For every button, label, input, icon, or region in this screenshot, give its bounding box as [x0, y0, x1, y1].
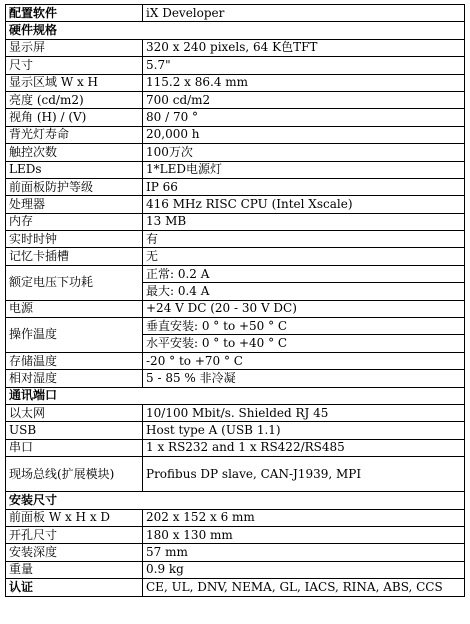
table-row: [6, 161, 465, 178]
table-row: [6, 213, 465, 230]
software-label: 配置软件: [6, 5, 143, 22]
row-label: 背光灯寿命: [6, 126, 143, 143]
row-label: 前面板防护等级: [6, 178, 143, 195]
table-row: [6, 248, 465, 265]
row-value: 202 x 152 x 6 mm: [143, 509, 465, 526]
row-value: 416 MHz RISC CPU (Intel Xscale): [143, 196, 465, 213]
table-row: [6, 39, 465, 56]
row-label: USB: [6, 422, 143, 439]
row-value: 80 / 70 °: [143, 109, 465, 126]
fieldbus-value: Profibus DP slave, CAN-J1939, MPI: [143, 457, 465, 492]
row-label: 安装深度: [6, 544, 143, 561]
row-label: 记忆卡插槽: [6, 248, 143, 265]
table-row: [6, 5, 465, 22]
install-rows: [6, 509, 465, 579]
supply-label: 电源: [6, 300, 143, 317]
row-value: Host type A (USB 1.1): [143, 422, 465, 439]
row-value: 10/100 Mbit/s. Shielded RJ 45: [143, 404, 465, 421]
row-label: 尺寸: [6, 57, 143, 74]
row-value: 0.9 kg: [143, 561, 465, 578]
op-temp-horizontal: 水平安装: 0 ° to +40 ° C: [143, 335, 465, 352]
power-normal: 正常: 0.2 A: [143, 265, 465, 282]
row-label: 重量: [6, 561, 143, 578]
row-value: 1*LED电源灯: [143, 161, 465, 178]
table-row: [6, 579, 465, 596]
section-comm: 通讯端口: [6, 387, 465, 404]
row-value: 100万次: [143, 144, 465, 161]
storage-temp-value: -20 ° to +70 ° C: [143, 352, 465, 369]
row-label: 开孔尺寸: [6, 526, 143, 543]
table-row: [6, 178, 465, 195]
table-row: [6, 74, 465, 91]
row-label: 亮度 (cd/m2): [6, 91, 143, 108]
row-label: 触控次数: [6, 144, 143, 161]
row-label: 视角 (H) / (V): [6, 109, 143, 126]
table-row: [6, 57, 465, 74]
section-install: 安装尺寸: [6, 492, 465, 509]
hardware-rows: [6, 39, 465, 265]
section-row: [6, 387, 465, 404]
row-value: 5.7": [143, 57, 465, 74]
row-value: 180 x 130 mm: [143, 526, 465, 543]
table-row: [6, 561, 465, 578]
section-row: [6, 492, 465, 509]
table-row: [6, 318, 465, 335]
cert-label: 认证: [6, 579, 143, 596]
power-max: 最大: 0.4 A: [143, 283, 465, 300]
row-label: 显示屏: [6, 39, 143, 56]
row-value: 320 x 240 pixels, 64 K色TFT: [143, 39, 465, 56]
table-row: [6, 109, 465, 126]
table-row: [6, 509, 465, 526]
row-label: 处理器: [6, 196, 143, 213]
row-label: 以太网: [6, 404, 143, 421]
table-row: [6, 231, 465, 248]
section-hardware: 硬件规格: [6, 22, 465, 39]
row-value: 700 cd/m2: [143, 91, 465, 108]
cert-value: CE, UL, DNV, NEMA, GL, IACS, RINA, ABS, CCS: [143, 579, 465, 596]
row-value: 57 mm: [143, 544, 465, 561]
humidity-label: 相对湿度: [6, 370, 143, 387]
table-row: [6, 300, 465, 317]
op-temp-label: 操作温度: [6, 318, 143, 353]
spec-table: [5, 4, 465, 597]
supply-value: +24 V DC (20 - 30 V DC): [143, 300, 465, 317]
section-row: [6, 22, 465, 39]
table-row: [6, 91, 465, 108]
row-value: 13 MB: [143, 213, 465, 230]
table-row: [6, 422, 465, 439]
table-row: [6, 144, 465, 161]
table-row: [6, 370, 465, 387]
table-row: [6, 526, 465, 543]
row-value: 无: [143, 248, 465, 265]
table-row: [6, 126, 465, 143]
op-temp-vertical: 垂直安装: 0 ° to +50 ° C: [143, 318, 465, 335]
row-label: LEDs: [6, 161, 143, 178]
table-row: [6, 352, 465, 369]
row-value: 20,000 h: [143, 126, 465, 143]
row-value: 有: [143, 231, 465, 248]
table-row: [6, 196, 465, 213]
table-row: [6, 439, 465, 456]
table-row: [6, 404, 465, 421]
row-label: 显示区域 W x H: [6, 74, 143, 91]
row-label: 前面板 W x H x D: [6, 509, 143, 526]
row-value: 115.2 x 86.4 mm: [143, 74, 465, 91]
row-label: 实时时钟: [6, 231, 143, 248]
table-row: [6, 544, 465, 561]
humidity-value: 5 - 85 % 非冷凝: [143, 370, 465, 387]
power-label: 额定电压下功耗: [6, 265, 143, 300]
row-value: 1 x RS232 and 1 x RS422/RS485: [143, 439, 465, 456]
fieldbus-label: 现场总线(扩展模块): [6, 457, 143, 492]
table-row: [6, 265, 465, 282]
software-value: iX Developer: [143, 5, 465, 22]
row-label: 串口: [6, 439, 143, 456]
storage-temp-label: 存储温度: [6, 352, 143, 369]
row-value: IP 66: [143, 178, 465, 195]
table-row: [6, 457, 465, 492]
row-label: 内存: [6, 213, 143, 230]
comm-rows: [6, 404, 465, 456]
